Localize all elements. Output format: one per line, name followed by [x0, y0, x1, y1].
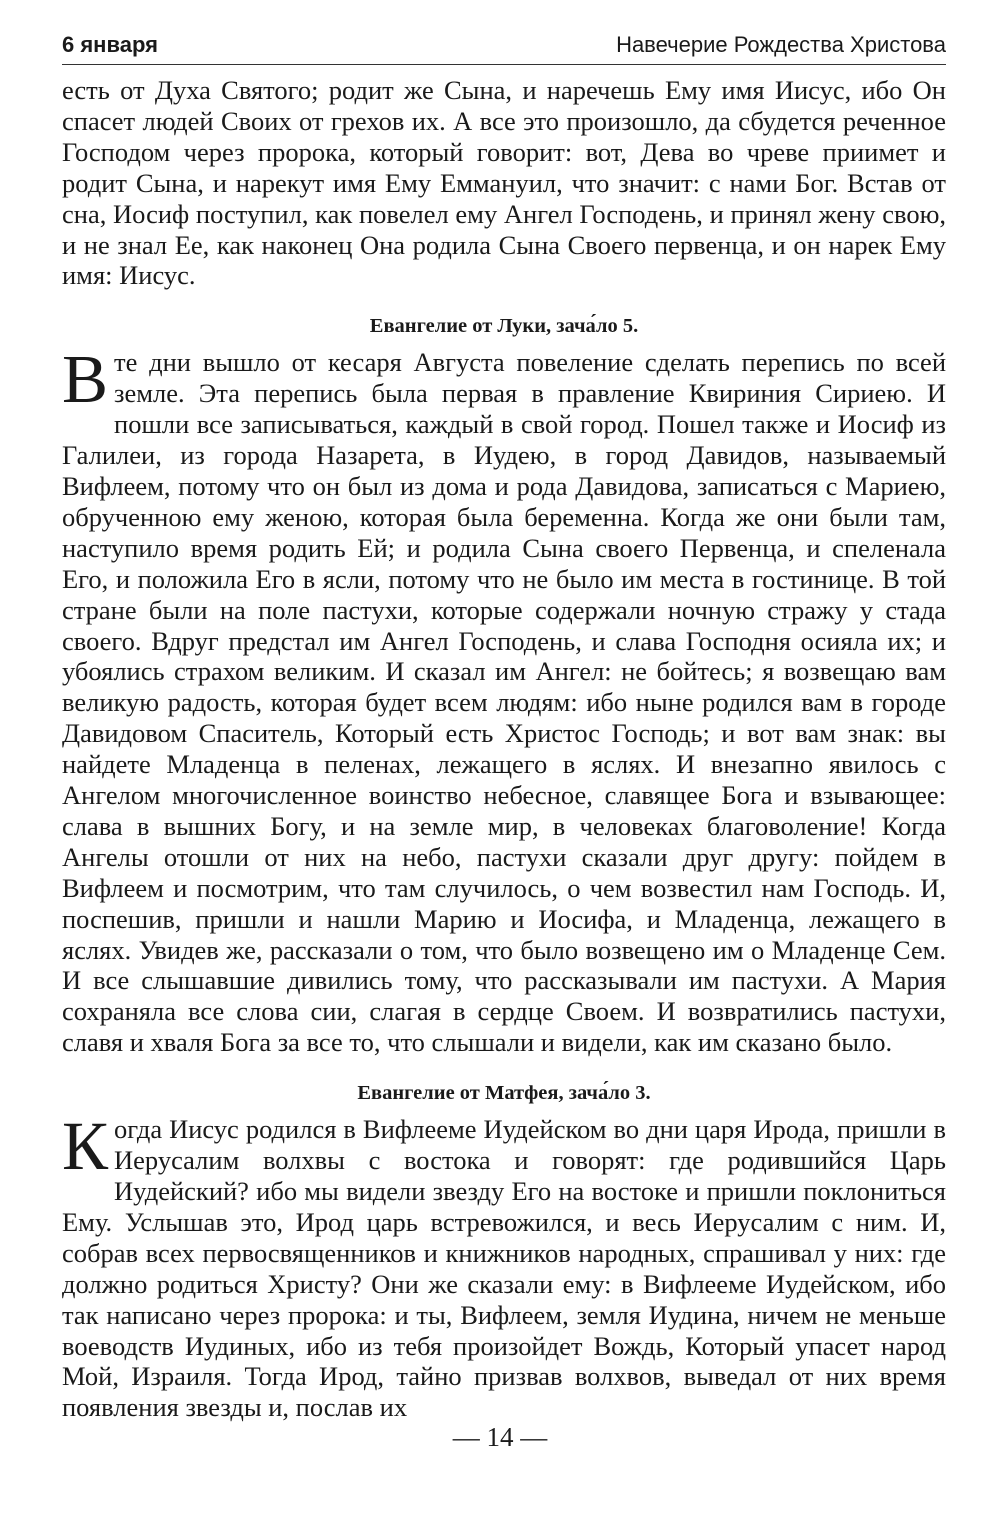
running-head-feast: Навечерие Рождества Христова: [616, 32, 946, 57]
reading-title-matthew: Евангелие от Матфея, зача́ло 3.: [357, 1082, 651, 1105]
reading-text-luke: [62, 341, 946, 1058]
reading-body-luke: те дни вышло от кесаря Августа повеление сделать перепись по всей земле. Эта перепись была первая в правление Квириния Сириею. И пошли все записываться, каждый в свой город. Пошел также и Иосиф из Галилеи, из города Назарета, в Иудею, в город Давидов, называемый Вифлеем, потому что он был из дома и рода Давидова, записаться с Мариею, обрученною ему женою, которая была беременна. Когда же они были там, наступило время родить Ей; и родила Сына своего Первенца, и спеленала Его, и положила Его в ясли, потому что не было им места в гостинице. В той стране были на поле пастухи, которые содержали ночную стражу у стада своего. Вдруг предстал им Ангел Господень, и слава Господня осияла их; и убоялись страхом великим. И сказал им Ангел: не бойтесь; я возвещаю вам великую радость, которая будет всем людям: ибо ныне родился вам в городе Давидовом Спаситель, Который есть Христос Господь; и вот вам знак: вы найдете Младенца в пеленах, лежащего в яслях. И внезапно явилось с Ангелом многочисленное воинство небесное, славящее Бога и взывающее: слава в вышних Богу, и на земле мир, в человеках благоволение! Когда Ангелы отошли от них на небо, пастухи сказали друг другу: пойдем в Вифлеем и посмотрим, что там случилось, о чем возвестил нам Господь. И, поспешив, пришли и нашли Марию и Иосифа, и Младенца, лежащего в яслях. Увидев же, рассказали о том, что было возвещено им о Младенце Сем. И все слышавшие дивились тому, что рассказывали им пастухи. А Мария сохраняла все слова сии, слагая в сердце Своем. И возвратились пастухи, славя и хваля Бога за все то, что слышали и видели, как им сказано было.: [62, 347, 946, 1058]
reading-title-luke: Евангелие от Луки, зача́ло 5.: [369, 315, 639, 338]
reading-body-matthew: огда Иисус родился в Вифлееме Иудейском во дни царя Ирода, пришли в Иерусалим волхвы с востока и говорят: где родившийся Царь Иудейский? ибо мы видели звезду Его на востоке и пришли поклониться Ему. Услышав это, Ирод царь встревожился, и весь Иерусалим с ним. И, собрав всех первосвященников и книжников народных, спрашивал у них: где должно родиться Христу? Они же сказали ему: в Вифлееме Иудейском, ибо так написано через пророка: и ты, Вифлеем, земля Иудина, ничем не меньше воеводств Иудиных, ибо из тебя произойдет Вождь, Который упасет народ Мой, Израиля. Тогда Ирод, тайно призвав волхвов, выведал от них время появления звезды и, послав их: [62, 1114, 946, 1423]
running-head-date: 6 января: [62, 32, 158, 57]
dropcap-luke: В: [62, 341, 109, 418]
running-head: [62, 30, 946, 65]
page-number: — 14 —: [452, 1422, 548, 1452]
dropcap-matthew: К: [62, 1108, 109, 1185]
intro-paragraph: есть от Духа Святого; родит же Сына, и наречешь Ему имя Иисус, ибо Он спасет людей Своих от грехов их. А все это произошло, да сбудется реченное Господом через пророка, который говорит: вот, Дева во чреве приимет и родит Сына, и нарекут имя Ему Еммануил, что значит: с нами Бог. Встав от сна, Иосиф поступил, как повелел ему Ангел Господень, и принял жену свою, и не знал Ее, как наконец Она родила Сына Своего первенца, и он нарек Ему имя: Иисус.: [62, 75, 946, 291]
book-page: [62, 30, 946, 1423]
reading-text-matthew: [62, 1108, 946, 1423]
